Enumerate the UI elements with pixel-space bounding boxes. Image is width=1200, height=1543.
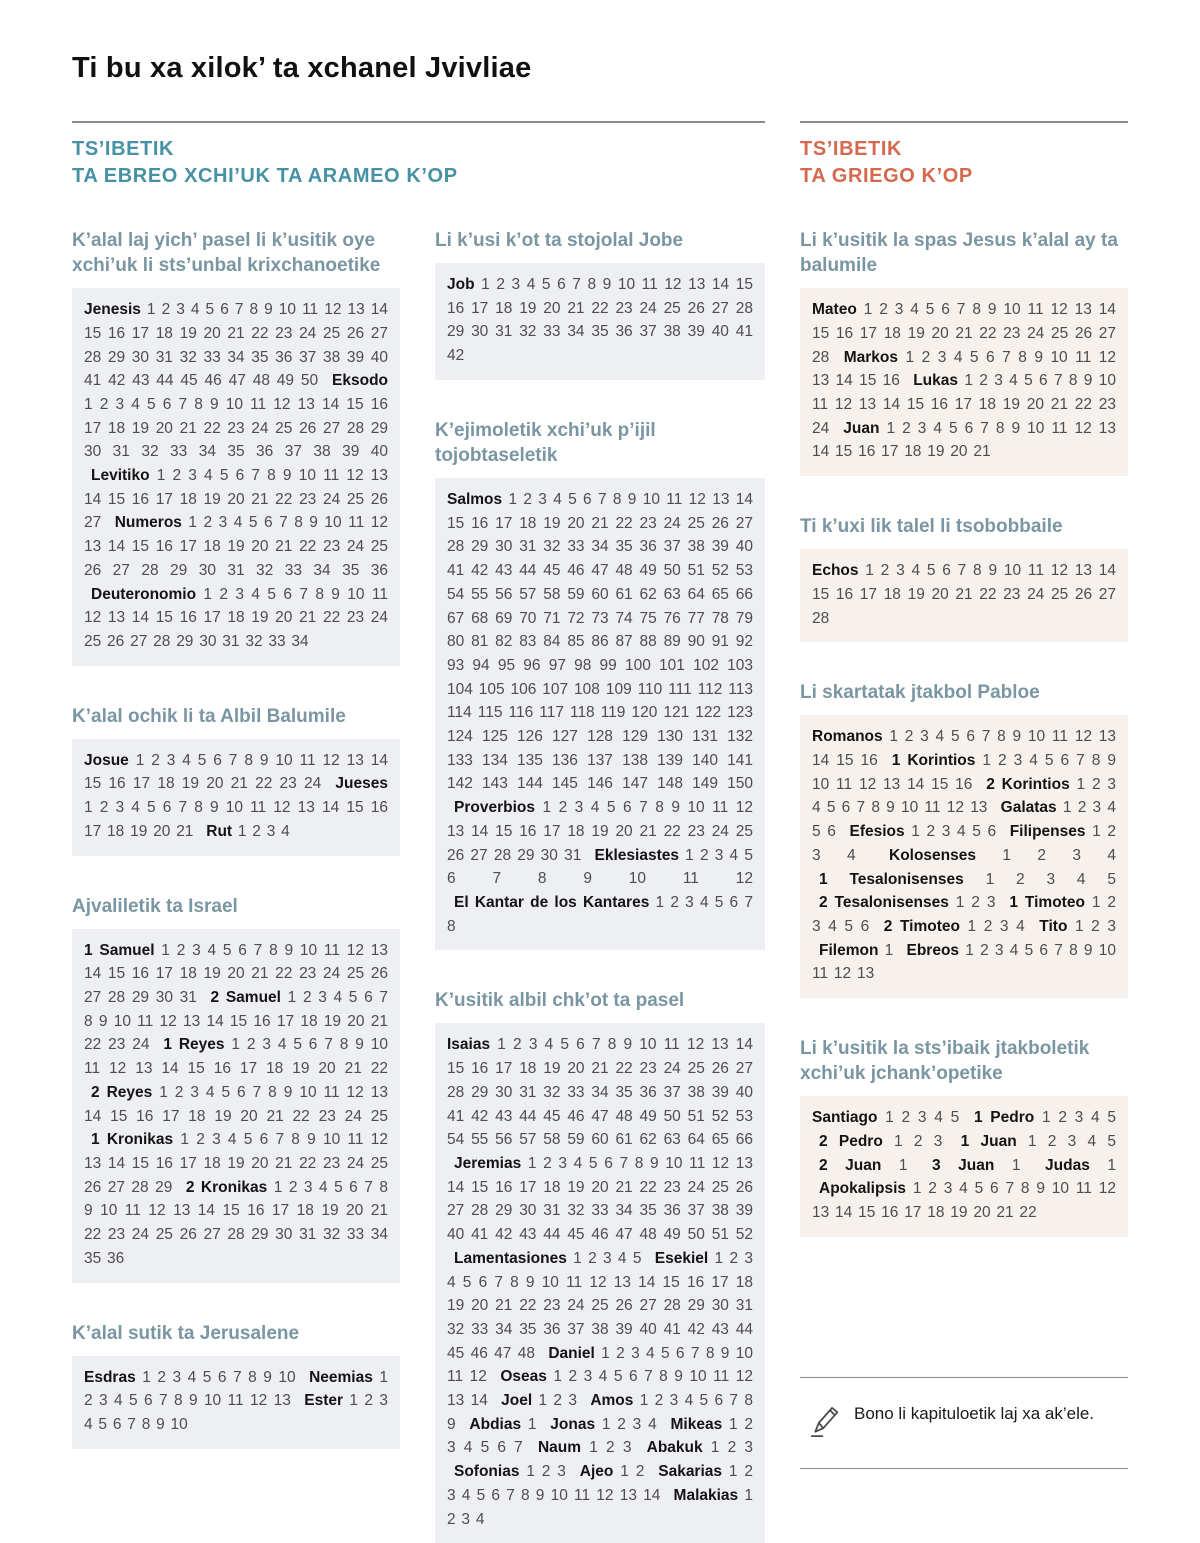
book-name: Isaias (447, 1036, 491, 1054)
book-section (800, 1036, 1128, 1237)
book-name: Esdras (84, 1368, 136, 1386)
book-name: Rut (206, 822, 233, 840)
book-name: 2 Pedro (819, 1132, 883, 1150)
section-heading: K’alal laj yich’ pasel li k’usitik oye xchi’uk li sts’unbal krixchanoetike (72, 230, 381, 277)
book-name: Abdias (469, 1415, 522, 1433)
book-name: Romanos (812, 728, 883, 746)
chapter-numbers: 1 2 3 4 5 6 7 8 9 10 11 12 13 14 15 16 17 18 19 20 21 22 23 24 25 26 27 28 29 30 31 32 33 34 35 36 (84, 1178, 388, 1267)
chapter-numbers: 1 2 3 4 5 6 7 8 9 10 11 12 13 14 15 16 (812, 348, 1116, 390)
book-name: 2 Korintios (986, 775, 1070, 793)
book-name: Jenesis (84, 301, 141, 319)
chapter-numbers: 1 2 3 4 5 6 7 8 9 10 11 12 13 14 15 16 17 18 19 20 21 22 (812, 1180, 1116, 1222)
book-name: 1 Samuel (84, 941, 155, 959)
kicker-line-1: TS’IBETIK (72, 138, 175, 160)
section-heading: Ajvaliletik ta Israel (72, 895, 238, 917)
book-name: Joel (501, 1392, 533, 1410)
book-name: Echos (812, 562, 859, 580)
chapter-numbers: 1 2 3 4 (595, 1415, 664, 1433)
chapter-numbers: 1 (881, 1156, 926, 1174)
book-name: Jonas (550, 1415, 596, 1433)
book-name: Efesios (849, 823, 905, 841)
chapter-numbers: 1 2 3 (1067, 917, 1116, 935)
chapter-numbers: 1 2 3 4 5 (963, 870, 1116, 888)
chapter-numbers: 1 2 3 4 5 6 7 8 9 10 11 12 13 14 15 16 (812, 752, 1116, 793)
chapter-numbers: 1 2 3 4 (447, 1486, 753, 1528)
book-name: 2 Juan (819, 1156, 882, 1174)
column-sections (800, 228, 1128, 1237)
book-name: Apokalipsis (819, 1180, 906, 1198)
kicker-line-2: TA EBREO XCHI’UK TA ARAMEO K’OP (72, 165, 458, 187)
book-name: 3 Juan (932, 1156, 995, 1174)
book-name: 1 Reyes (163, 1036, 225, 1054)
pencil-icon (810, 1404, 840, 1440)
book-name: Eksodo (332, 372, 388, 390)
chapter-numbers: 1 2 3 4 5 6 7 8 (447, 894, 753, 935)
book-section (72, 228, 400, 666)
chapter-numbers: 1 2 3 4 5 6 7 8 9 10 11 12 13 14 15 16 17 18 19 20 21 22 23 24 (84, 989, 388, 1054)
book-name: Filipenses (1009, 823, 1086, 841)
chapter-numbers: 1 2 3 4 5 6 7 8 9 10 11 12 13 14 15 16 17 18 19 20 21 22 23 24 25 26 27 28 29 30 31 32 33 34 (84, 585, 388, 650)
section-headers-row (72, 121, 1128, 190)
book-section (435, 418, 765, 951)
book-name: 2 Reyes (91, 1083, 153, 1101)
chapter-numbers: 1 2 3 4 5 6 7 8 9 10 11 12 13 14 15 16 17 18 19 20 21 22 23 24 25 26 27 28 29 30 31 32 33 34 35 36 37 38 39 40 41 42 43 44 45 46 47 48 49 50 51 52 (447, 1155, 753, 1244)
book-section (435, 228, 765, 380)
chapter-numbers: 1 2 3 4 5 6 7 8 9 10 11 12 13 14 15 16 17 18 19 20 21 22 23 24 25 26 27 28 29 30 31 32 33 34 35 36 37 38 39 40 41 42 43 44 45 46 47 48 49 50 51 52 53 54 55 56 57 58 59 60 61 62 63 64 65 66 (447, 1036, 753, 1149)
greek-scriptures-header (800, 121, 1128, 190)
note (800, 1377, 1128, 1469)
book-name: El Kantar de los Kantares (454, 894, 650, 911)
book-name: Santiago (812, 1109, 878, 1127)
chapter-box (72, 929, 400, 1283)
chapter-numbers: 1 2 3 4 5 6 7 8 9 10 11 12 (447, 1344, 753, 1386)
chapter-numbers: 1 2 3 4 (232, 822, 290, 840)
column-2 (435, 190, 765, 1543)
book-section (800, 514, 1128, 642)
book-section (72, 894, 400, 1283)
book-name: Malakias (673, 1486, 739, 1504)
hebrew-scriptures-kicker (72, 136, 765, 190)
book-name: Mikeas (670, 1415, 723, 1433)
chapter-numbers: 1 2 3 4 5 6 7 8 9 10 11 12 13 14 15 16 17 18 19 20 21 22 23 24 25 26 27 28 (812, 301, 1116, 366)
chapter-numbers: 1 2 3 (702, 1439, 754, 1457)
greek-scriptures-kicker (800, 136, 1128, 190)
chapter-numbers: 1 2 3 4 (812, 823, 1116, 864)
book-name: Jeremias (454, 1155, 522, 1172)
chapter-numbers: 1 2 3 4 5 (1034, 1109, 1116, 1127)
chapter-box (72, 1356, 400, 1449)
book-name: 2 Kronikas (185, 1178, 268, 1196)
column-3 (800, 190, 1128, 1469)
column-1 (72, 190, 400, 1449)
book-name: Tito (1039, 917, 1068, 935)
chapter-numbers: 1 2 3 4 5 6 7 8 9 10 11 12 13 14 15 16 17 18 19 20 21 22 23 24 25 26 27 28 29 30 31 32 33 34 35 36 37 38 39 40 (84, 395, 388, 461)
kicker-line-2: TA GRIEGO K’OP (800, 165, 973, 187)
chapter-numbers: 1 2 3 4 5 6 7 8 9 10 11 12 13 14 15 16 17 18 19 20 21 22 23 24 25 26 27 28 29 (84, 1131, 388, 1196)
book-name: Mateo (812, 301, 857, 319)
book-name: Jueses (335, 775, 388, 793)
content-columns (72, 190, 1128, 1543)
chapter-numbers: 1 2 3 (519, 1463, 573, 1481)
section-heading: K’usitik albil chk’ot ta pasel (435, 990, 685, 1012)
chapter-numbers: 1 2 3 4 5 6 7 8 9 10 11 12 13 14 15 16 17 18 19 20 21 22 23 24 25 26 27 28 (812, 562, 1116, 627)
section-heading: Ti k’uxi lik talel li tsobobbaile (800, 516, 1063, 538)
chapter-numbers: 1 2 3 4 5 6 7 8 9 10 11 12 13 14 15 16 17 18 19 20 21 22 23 24 25 26 27 28 29 30 31 32 33 34 35 36 37 38 39 40 41 42 (447, 276, 753, 365)
chapter-numbers: 1 2 3 4 5 6 7 8 9 10 11 12 13 14 15 16 17 18 19 20 21 22 23 24 25 26 27 28 29 30 31 (447, 799, 753, 864)
book-section (800, 680, 1128, 998)
chapter-numbers: 1 2 3 4 5 6 7 8 9 10 11 12 13 14 (447, 1463, 753, 1504)
chapter-numbers: 1 (878, 941, 900, 959)
chapter-numbers: 1 2 3 4 5 6 7 8 9 10 (84, 1392, 389, 1433)
chapter-numbers: 1 2 3 4 5 6 7 8 9 10 11 12 13 14 15 16 17 18 19 20 21 22 23 24 25 26 27 28 29 30 31 32 33 34 35 36 37 38 39 40 41 42 43 44 45 46 47 48 49 50 51 52 53 54 55 56 57 58 59 60 61 62 63 64 65 66 67 68 69 70 71 72 73 74 75 76 77 78 79 80 81 82 83 84 85 86 87 88 89 90 91 92 93 94 95 96 97 98 99 100 101 102 103 104 105 106 107 108 109 110 111 112 113 114 115 116 117 118 119 120 121 122 123 124 125 126 127 128 129 130 131 132 133 134 135 136 137 138 139 140 141 142 143 144 145 146 147 148 149 150 (447, 491, 753, 793)
chapter-numbers: 1 2 3 4 5 (1016, 1132, 1117, 1150)
book-name: Deuteronomio (91, 585, 197, 603)
chapter-box (800, 549, 1128, 642)
book-name: Filemon (819, 941, 879, 959)
chapter-numbers: 1 2 3 4 5 6 7 8 9 10 11 12 13 (84, 1368, 388, 1410)
chapter-numbers: 1 2 3 4 5 6 (812, 799, 1116, 841)
book-name: Eklesiastes (594, 846, 679, 864)
book-name: Sofonias (454, 1463, 520, 1481)
book-name: Judas (1045, 1156, 1090, 1174)
book-name: 1 Pedro (973, 1109, 1035, 1127)
section-heading: Li k’usitik la sts’ibaik jtakboletik xchi’uk jchank’opetike (800, 1038, 1090, 1085)
chapter-numbers: 1 2 3 4 5 6 7 (447, 1415, 753, 1457)
book-name: Levitiko (91, 467, 150, 485)
book-name: Daniel (548, 1344, 595, 1362)
chapter-numbers: 1 2 3 (581, 1439, 640, 1457)
chapter-numbers: 1 2 3 4 5 6 7 8 9 10 11 12 13 14 15 16 17 18 19 20 21 22 23 24 (812, 372, 1116, 437)
book-name: 2 Timoteo (883, 917, 960, 935)
book-name: Ebreos (906, 941, 960, 959)
chapter-numbers: 1 2 3 4 (976, 846, 1116, 864)
book-name: Juan (843, 419, 880, 437)
chapter-numbers: 1 (521, 1415, 544, 1433)
book-section (72, 1321, 400, 1449)
chapter-numbers: 1 2 3 4 (959, 917, 1033, 935)
chapter-numbers: 1 2 3 4 5 6 7 8 9 10 11 12 13 14 15 16 17 18 19 20 21 22 23 24 25 26 27 28 29 30 31 32 33 34 35 36 37 38 39 40 41 42 43 44 45 46 47 48 (447, 1249, 753, 1362)
book-name: Josue (84, 751, 129, 769)
book-name: 1 Timoteo (1009, 894, 1085, 912)
book-name: Numeros (114, 514, 182, 532)
chapter-numbers: 1 2 3 4 5 6 7 8 9 10 11 12 13 14 (447, 1368, 753, 1410)
chapter-numbers: 1 2 3 (882, 1132, 954, 1150)
chapter-box (435, 263, 765, 380)
kicker-line-1: TS’IBETIK (800, 138, 903, 160)
page-title: Ti bu xa xilok’ ta xchanel Jvivliae (72, 52, 532, 84)
chapter-numbers: 1 2 3 4 5 6 7 8 9 10 11 12 13 14 15 16 17 18 19 20 21 22 23 24 25 (84, 1083, 388, 1125)
chapter-numbers: 1 2 3 4 5 6 7 8 9 10 11 12 (447, 846, 753, 888)
chapter-numbers: 1 (994, 1156, 1039, 1174)
divider-rule (800, 121, 1128, 123)
chapter-numbers: 1 2 3 (532, 1392, 584, 1410)
chapter-numbers: 1 2 3 4 5 6 (904, 823, 1003, 841)
chapter-box (435, 478, 765, 950)
chapter-box (800, 288, 1128, 476)
book-name: 1 Korintios (891, 752, 976, 770)
book-name: Kolosenses (889, 846, 977, 864)
book-section (800, 228, 1128, 476)
chapter-numbers: 1 2 3 4 5 6 7 8 9 (447, 1392, 753, 1433)
book-name: Ajeo (579, 1463, 614, 1481)
column-sections (72, 228, 400, 1449)
section-heading: Li k’usitik la spas Jesus k’alal ay ta balumile (800, 230, 1118, 277)
column-sections (435, 228, 765, 1543)
section-heading: K’ejimoletik xchi’uk p’ijil tojobtaseletik (435, 419, 656, 466)
chapter-numbers: 1 2 3 4 5 6 7 8 9 10 11 12 13 14 15 16 17 18 19 20 21 22 23 24 25 26 27 28 29 30 31 (84, 941, 388, 1007)
chapter-numbers: 1 2 3 4 5 6 7 8 9 10 11 12 13 14 15 16 17 18 19 20 21 (84, 799, 388, 840)
book-section (72, 704, 400, 856)
book-name: 2 Tesalonisenses (819, 894, 949, 912)
divider-rule (72, 121, 765, 123)
book-name: Abakuk (646, 1439, 703, 1457)
book-name: Neemias (309, 1368, 373, 1386)
book-name: Esekiel (654, 1249, 709, 1267)
chapter-box (800, 715, 1128, 998)
book-name: 1 Kronikas (91, 1131, 174, 1149)
chapter-box (800, 1096, 1128, 1237)
chapter-numbers: 1 2 3 4 5 6 7 8 9 10 11 12 13 14 15 16 17 18 19 20 21 22 23 24 25 26 27 28 29 30 31 32 33 34 35 36 (84, 514, 388, 579)
book-name: Job (447, 276, 475, 294)
book-name: Galatas (1000, 799, 1057, 817)
chapter-numbers: 1 2 3 4 5 6 7 8 9 10 (135, 1368, 303, 1386)
chapter-numbers: 1 2 3 4 5 6 7 8 9 10 11 12 13 14 15 16 17 18 19 20 21 22 23 24 (84, 751, 388, 793)
chapter-numbers: 1 (1089, 1156, 1116, 1174)
note-text: Bono li kapituloetik laj xa ak’ele. (854, 1403, 1095, 1423)
chapter-numbers: 1 2 3 4 5 6 (812, 894, 1117, 935)
chapter-numbers: 1 2 3 (948, 894, 1003, 912)
book-name: Sakarias (658, 1463, 723, 1481)
book-name: Oseas (500, 1368, 547, 1386)
chapter-numbers: 1 2 3 4 5 6 7 8 9 10 11 12 13 14 15 16 17 18 19 20 21 22 (84, 1036, 388, 1078)
book-name: Lamentasiones (454, 1249, 567, 1267)
book-name: 2 Samuel (210, 989, 281, 1007)
book-name: Lukas (913, 372, 959, 390)
book-name: Amos (590, 1392, 634, 1410)
chapter-box (435, 1023, 765, 1543)
section-heading: K’alal sutik ta Jerusalene (72, 1322, 300, 1344)
section-heading: K’alal ochik li ta Albil Balumile (72, 705, 346, 727)
chapter-numbers: 1 2 3 4 5 (877, 1109, 967, 1127)
chapter-numbers: 1 2 3 4 5 (566, 1249, 648, 1267)
chapter-numbers: 1 2 3 4 5 6 7 8 9 10 11 12 13 14 15 16 17 18 19 20 21 (812, 419, 1116, 461)
chapter-numbers: 1 2 3 4 5 6 7 8 9 10 11 12 13 (812, 775, 1117, 817)
book-name: 1 Juan (960, 1132, 1017, 1150)
chapter-box (72, 288, 400, 666)
chapter-numbers: 1 2 3 4 5 6 7 8 9 10 11 12 13 14 15 16 17 18 19 20 21 22 23 24 25 26 27 28 29 30 31 32 33 34 35 36 37 38 39 40 41 42 43 44 45 46 47 48 49 50 (84, 301, 388, 390)
book-name: Naum (537, 1439, 582, 1457)
chapter-numbers: 1 2 (613, 1463, 652, 1481)
chapter-numbers: 1 2 3 4 5 6 7 8 9 10 11 12 13 (812, 941, 1117, 983)
book-name: Ester (304, 1392, 344, 1410)
book-name: Salmos (447, 491, 503, 509)
book-name: Proverbios (454, 799, 535, 817)
hebrew-scriptures-header (72, 121, 765, 190)
chapter-numbers: 1 2 3 4 5 6 7 8 9 10 11 12 13 14 15 16 (812, 728, 1116, 770)
book-name: 1 Tesalonisenses (819, 870, 964, 888)
chapter-box (72, 739, 400, 856)
section-heading: Li skartatak jtakbol Pabloe (800, 682, 1040, 704)
book-name: Markos (843, 348, 899, 366)
chapter-numbers: 1 2 3 4 5 6 7 8 9 10 11 12 13 14 15 16 17 18 19 20 21 22 23 24 25 26 27 (84, 467, 388, 532)
section-heading: Li k’usi k’ot ta stojolal Jobe (435, 230, 684, 251)
book-section (435, 988, 765, 1543)
